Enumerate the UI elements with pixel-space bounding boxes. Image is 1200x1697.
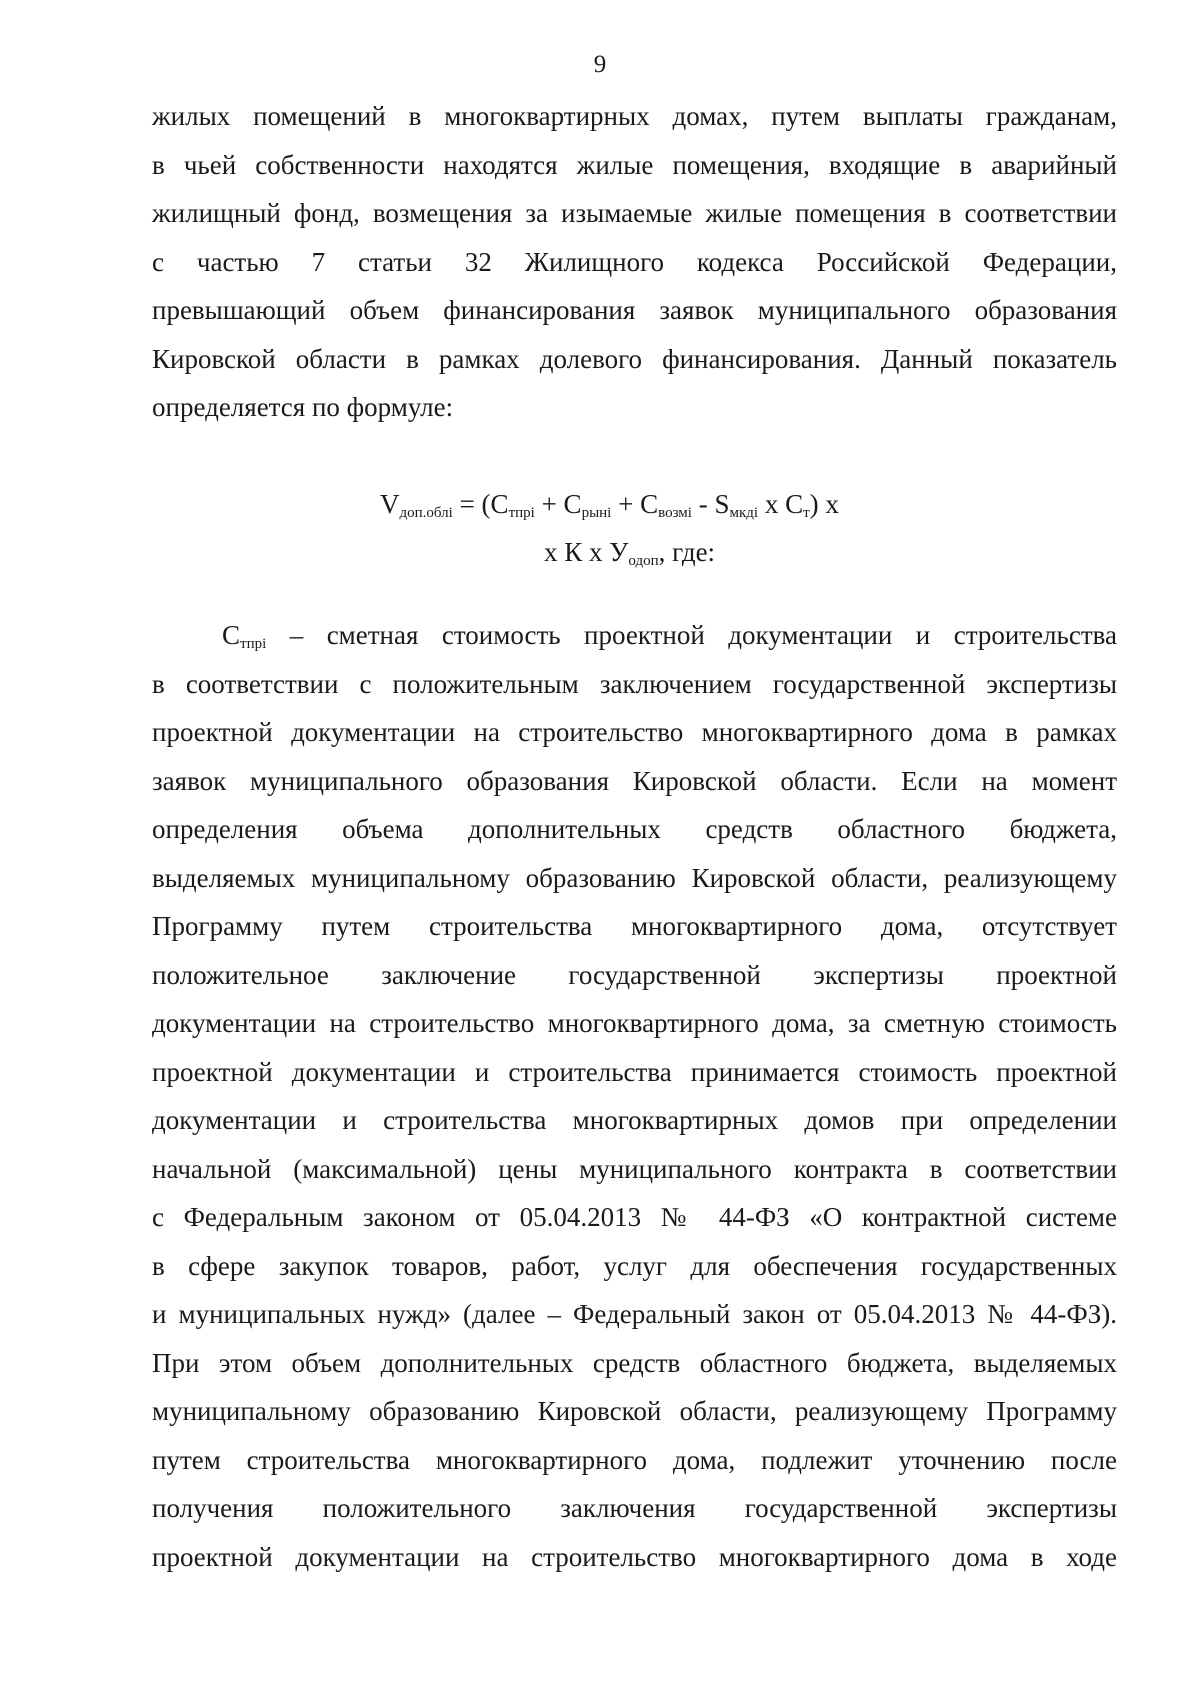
text-line: путем строительства многоквартирного дома, подлежит уточнению после (152, 1444, 1117, 1475)
text-line: заявок муниципального образования Кировской области. Если на момент (152, 765, 1117, 796)
text-line: превышающий объем финансирования заявок муниципального образования (152, 295, 1117, 325)
page-number: 9 (593, 51, 607, 78)
text-line: получения положительного заключения государственной экспертизы (152, 1493, 1117, 1523)
text-line: При этом объем дополнительных средств областного бюджета, выделяемых (152, 1347, 1117, 1378)
text-line: жилых помещений в многоквартирных домах, путем выплаты гражданам, (152, 101, 1117, 131)
text-line: в сфере закупок товаров, работ, услуг для обеспечения государственных (152, 1250, 1117, 1281)
formula-line-1: $V_{доп.облi} = (С_{тпрi} + С_{рынi} + С_{возмi} - S_{мкдi}$ x $С_т$) x (380, 489, 839, 521)
text-line: в чьей собственности находятся жилые помещения, входящие в аварийный (152, 149, 1117, 180)
text-line: документации и строительства многоквартирных домов при определении (152, 1105, 1117, 1135)
paragraph-2 (152, 611, 1117, 1581)
text-line: в соответствии с положительным заключением государственной экспертизы (152, 668, 1117, 699)
text-line: выделяемых муниципальному образованию Кировской области, реализующему (152, 862, 1117, 893)
text-line: положительное заключение государственной экспертизы проектной (152, 959, 1117, 990)
text-line: и муниципальных нужд» (далее – Федеральный закон от 05.04.2013 № 44-ФЗ). (152, 1299, 1117, 1329)
text-line: проектной документации и строительства принимается стоимость проектной (152, 1056, 1117, 1087)
text-line: муниципальному образованию Кировской области, реализующему Программу (152, 1396, 1117, 1426)
text-line: Кировской области в рамках долевого финансирования. Данный показатель (152, 343, 1117, 374)
text-line: определения объема дополнительных средств областного бюджета, (152, 814, 1117, 844)
text-line: проектной документации на строительство многоквартирного дома в ходе (152, 1541, 1117, 1572)
formula-line-2: x К x $У_{одоп}$, где: (544, 537, 716, 569)
text-line: документации на строительство многоквартирного дома, за сметную стоимость (152, 1008, 1117, 1038)
text-line: определяется по формуле: (152, 392, 454, 422)
text-line-indented: $С_{тпрi}$ – сметная стоимость проектной документации и строительства (222, 620, 1117, 652)
text-line: с частью 7 статьи 32 Жилищного кодекса Российской Федерации, (152, 246, 1117, 277)
text-line: Программу путем строительства многоквартирного дома, отсутствует (152, 911, 1117, 941)
paragraph-1 (152, 92, 1117, 432)
text-line: с Федеральным законом от 05.04.2013 № 44-ФЗ «О контрактной системе (152, 1202, 1117, 1232)
formula (0, 480, 1200, 580)
text-line: проектной документации на строительство многоквартирного дома в рамках (152, 717, 1117, 747)
text-line: начальной (максимальной) цены муниципального контракта в соответствии (152, 1153, 1117, 1184)
text-line: жилищный фонд, возмещения за изымаемые жилые помещения в соответствии (152, 198, 1117, 228)
